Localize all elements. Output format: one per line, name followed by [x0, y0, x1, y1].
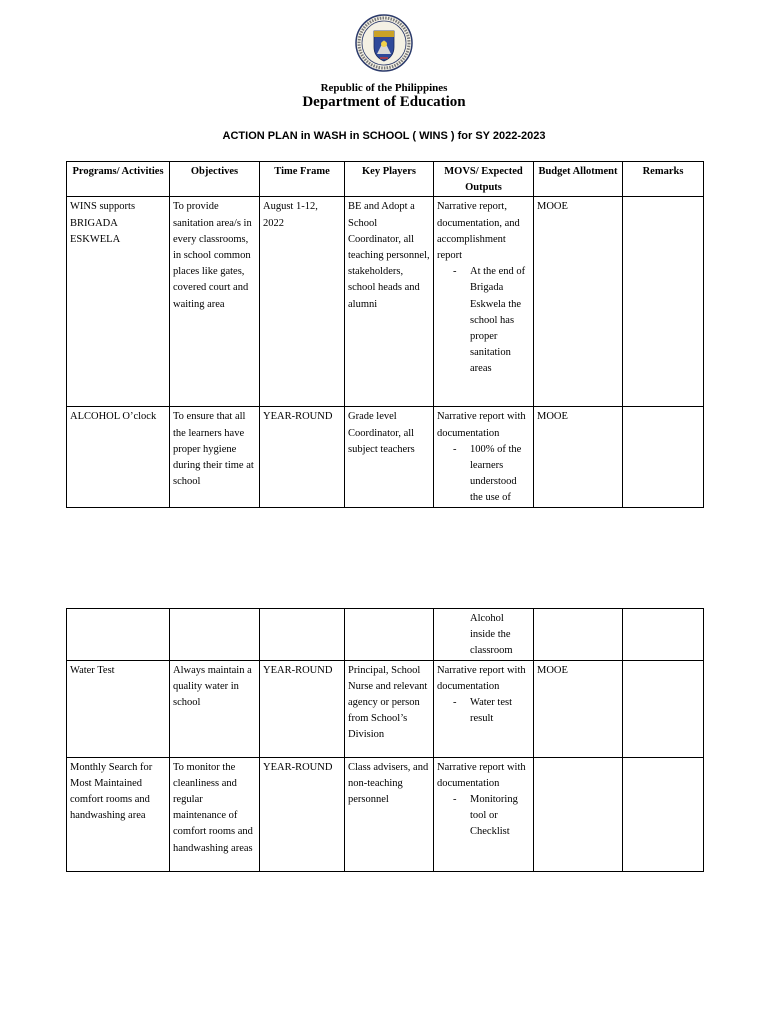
- movs-list: [437, 792, 530, 841]
- remarks-cell: [623, 407, 704, 507]
- action-plan-table: [66, 161, 704, 508]
- players-cell: Grade level Coordinator, all subject teachers: [345, 407, 434, 507]
- movs-text: Narrative report, documentation, and accomplishment report: [437, 201, 520, 262]
- column-header: Remarks: [623, 162, 704, 197]
- movs-item: - 100% of the learners understood the use of: [437, 442, 530, 507]
- budget-cell: MOOE: [534, 197, 623, 407]
- column-header: Objectives: [170, 162, 260, 197]
- table-row: [67, 660, 704, 757]
- action-plan-title: ACTION PLAN in WASH in SCHOOL ( WINS ) for SY 2022-2023: [222, 130, 546, 142]
- budget-cell: [534, 757, 623, 871]
- department-heading: Department of Education: [302, 94, 466, 110]
- movs-continuation: Alcohol inside the classroom: [470, 613, 513, 657]
- column-header: Time Frame: [260, 162, 345, 197]
- players-cell: BE and Adopt a School Coordinator, all teaching personnel, stakeholders, school heads and alumni: [345, 197, 434, 407]
- deped-seal-logo: [355, 14, 413, 72]
- table-row: [67, 407, 704, 507]
- budget-cell: MOOE: [534, 660, 623, 757]
- objective-cell: To ensure that all the learners have proper hygiene during their time at school: [170, 407, 260, 507]
- players-cell: Class advisers, and non-teaching personnel: [345, 757, 434, 871]
- movs-item: - At the end of Brigada Eskwela the school has proper sanitation areas: [437, 264, 530, 377]
- table-row: [67, 757, 704, 871]
- timeframe-cell: YEAR-ROUND: [260, 757, 345, 871]
- timeframe-cell: YEAR-ROUND: [260, 407, 345, 507]
- timeframe-cell: YEAR-ROUND: [260, 660, 345, 757]
- program-cell: Water Test: [67, 660, 170, 757]
- table-row: [67, 197, 704, 407]
- movs-cell: [434, 660, 534, 757]
- column-header: MOVS/ Expected Outputs: [434, 162, 534, 197]
- action-plan-table-continued: [66, 608, 704, 872]
- movs-text: Narrative report with documentation: [437, 761, 526, 789]
- program-cell: [67, 609, 170, 661]
- column-header: Programs/ Activities: [67, 162, 170, 197]
- objective-cell: To monitor the cleanliness and regular maintenance of comfort rooms and handwashing areas: [170, 757, 260, 871]
- timeframe-cell: August 1-12, 2022: [260, 197, 345, 407]
- objective-cell: [170, 609, 260, 661]
- remarks-cell: [623, 197, 704, 407]
- movs-list: [437, 695, 530, 727]
- objective-cell: Always maintain a quality water in school: [170, 660, 260, 757]
- movs-cell: [434, 757, 534, 871]
- remarks-cell: [623, 660, 704, 757]
- program-cell: ALCOHOL O’clock: [67, 407, 170, 507]
- remarks-cell: [623, 609, 704, 661]
- movs-cell: [434, 197, 534, 407]
- budget-cell: [534, 609, 623, 661]
- program-cell: WINS supports BRIGADA ESKWELA: [67, 197, 170, 407]
- movs-text: Narrative report with documentation: [437, 411, 526, 439]
- players-cell: [345, 609, 434, 661]
- movs-list: [437, 264, 530, 377]
- remarks-cell: [623, 757, 704, 871]
- timeframe-cell: [260, 609, 345, 661]
- table-row: [67, 609, 704, 661]
- movs-cell: [434, 407, 534, 507]
- movs-text: Narrative report with documentation: [437, 664, 526, 692]
- budget-cell: MOOE: [534, 407, 623, 507]
- column-header: Budget Allotment: [534, 162, 623, 197]
- movs-item: - Monitoring tool or Checklist: [437, 792, 530, 841]
- movs-item: - Water test result: [437, 695, 530, 727]
- table-header-row: [67, 162, 704, 197]
- movs-cell: [434, 609, 534, 661]
- column-header: Key Players: [345, 162, 434, 197]
- players-cell: Principal, School Nurse and relevant agency or person from School’s Division: [345, 660, 434, 757]
- republic-heading: Republic of the Philippines: [320, 82, 448, 94]
- program-cell: Monthly Search for Most Maintained comfort rooms and handwashing area: [67, 757, 170, 871]
- objective-cell: To provide sanitation area/s in every classrooms, in school common places like gates, covered court and waiting area: [170, 197, 260, 407]
- movs-list: [437, 442, 530, 507]
